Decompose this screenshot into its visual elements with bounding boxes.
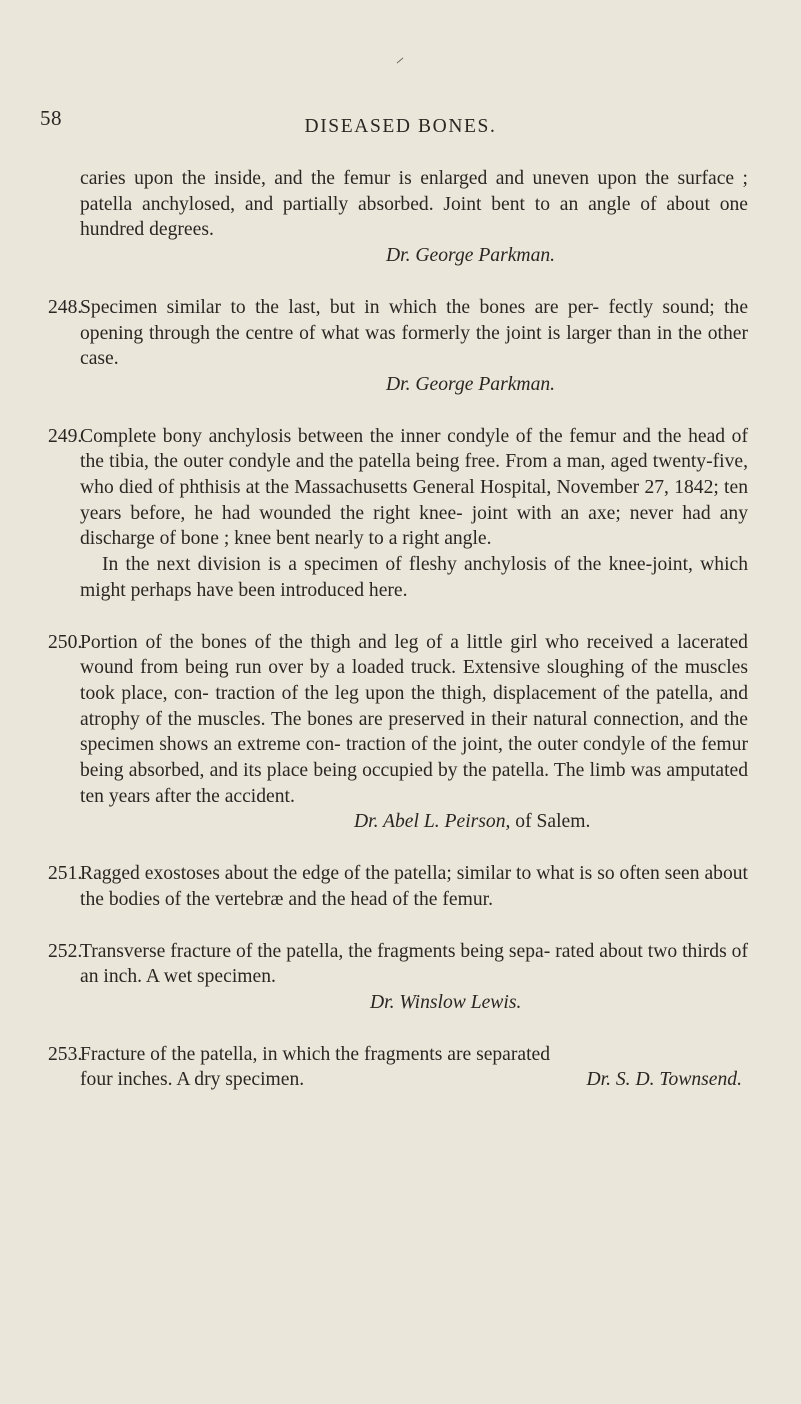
text-line: Portion of the bones of the thigh and leg of a little girl who [80,631,579,653]
text-line: absorbed, and its place being occupied by the patella. The [128,760,585,782]
entry-text [48,1042,748,1068]
text-line: bent nearly to a right angle. [276,528,492,550]
donor-place: of Salem. [510,811,591,833]
text-line: knee-joint, which might perhaps have been introduced here. [80,554,749,601]
entry-note [80,552,748,603]
page-body [48,166,749,1093]
entry-text [48,939,748,990]
entry-text [48,295,749,372]
text-line: traction of the joint, the outer condyle of the femur being [80,734,748,782]
text-line: four inches. A dry specimen. [80,1069,305,1091]
text-line: head of the femur. [350,888,493,910]
donor-name: Dr. Abel L. Peirson, [354,811,511,833]
text-line: In the next division is a specimen of fleshy anchylosis of the [102,554,602,576]
text-line: joint with an axe; never had any discharge of bone ; knee [80,502,748,550]
entry-number: 252. [48,940,83,962]
page-number: 58 [40,106,62,130]
text-line: upon the surface ; patella anchylosed, and partially absorbed. [80,168,748,215]
text-line: femur and the head of the tibia, the outer condyle and the [80,425,748,473]
entry-text [80,166,748,243]
entry-248 [48,295,749,398]
text-line: and atrophy of the muscles. The bones are preserved in their [80,682,748,730]
text-line: rated about two thirds of an inch. A wet specimen. [80,940,748,988]
text-line: Specimen similar to the last, but in which the bones are per- [80,296,600,318]
text-line: natural connection, and the specimen shows an extreme con- [80,708,748,756]
text-line: patella being free. From a man, aged twenty-five, who died [80,451,748,499]
entry-252 [48,939,748,1016]
text-line: received a lacerated wound from being run over by a loaded [80,631,748,679]
donor-signature: Dr. Winslow Lewis. [370,991,522,1013]
entry-249 [48,424,749,604]
text-line: Complete bony anchylosis between the inner condyle of the [80,425,563,447]
entry-253 [48,1042,748,1093]
entry-number: 249. [48,425,83,447]
text-line: limb was amputated ten years after the accident. [80,760,749,807]
text-line: traction of the leg upon the thigh, displacement of the patella, [215,682,714,704]
entry-text [48,861,748,912]
donor-signature: Dr. S. D. Townsend. [586,1069,742,1091]
text-line: caries upon the inside, and the femur is enlarged and uneven [80,168,590,189]
entry-251 [48,861,748,912]
entry-number: 250. [48,631,83,653]
entry-number: 248. [48,296,83,318]
text-line: Transverse fracture of the patella, the fragments being sepa- [80,940,551,962]
text-line: Ragged exostoses about the edge of the patella; similar to [80,863,532,885]
donor-signature [80,809,748,835]
entry-number: 251. [48,863,83,885]
text-line: truck. Extensive sloughing of the muscles took place, con- [80,657,749,704]
entry-continuation [80,166,748,269]
donor-signature: Dr. George Parkman. [386,245,556,267]
running-head: DISEASED BONES. [304,116,497,137]
entry-last-line [80,1067,748,1093]
pencil-mark [397,58,404,64]
entry-number: 253. [48,1043,83,1065]
entry-text [48,630,749,810]
text-line: 27, 1842; ten years before, he had wounded the right knee- [80,477,748,524]
text-line: what is so often seen about the bodies of the vertebræ and the [80,863,748,910]
donor-signature: Dr. George Parkman. [386,373,556,395]
entry-text [48,424,748,553]
text-line: Joint bent to an angle of about one hundred degrees. [80,193,748,241]
text-line: formerly the joint is larger than in the other case. [80,322,748,370]
text-line: Fracture of the patella, in which the fragments are separated [80,1043,551,1065]
entry-250 [48,630,749,836]
text-line: of phthisis at the Massachusetts General Hospital, November [157,477,640,499]
text-line: fectly sound; the opening through the centre of what was [80,296,749,344]
